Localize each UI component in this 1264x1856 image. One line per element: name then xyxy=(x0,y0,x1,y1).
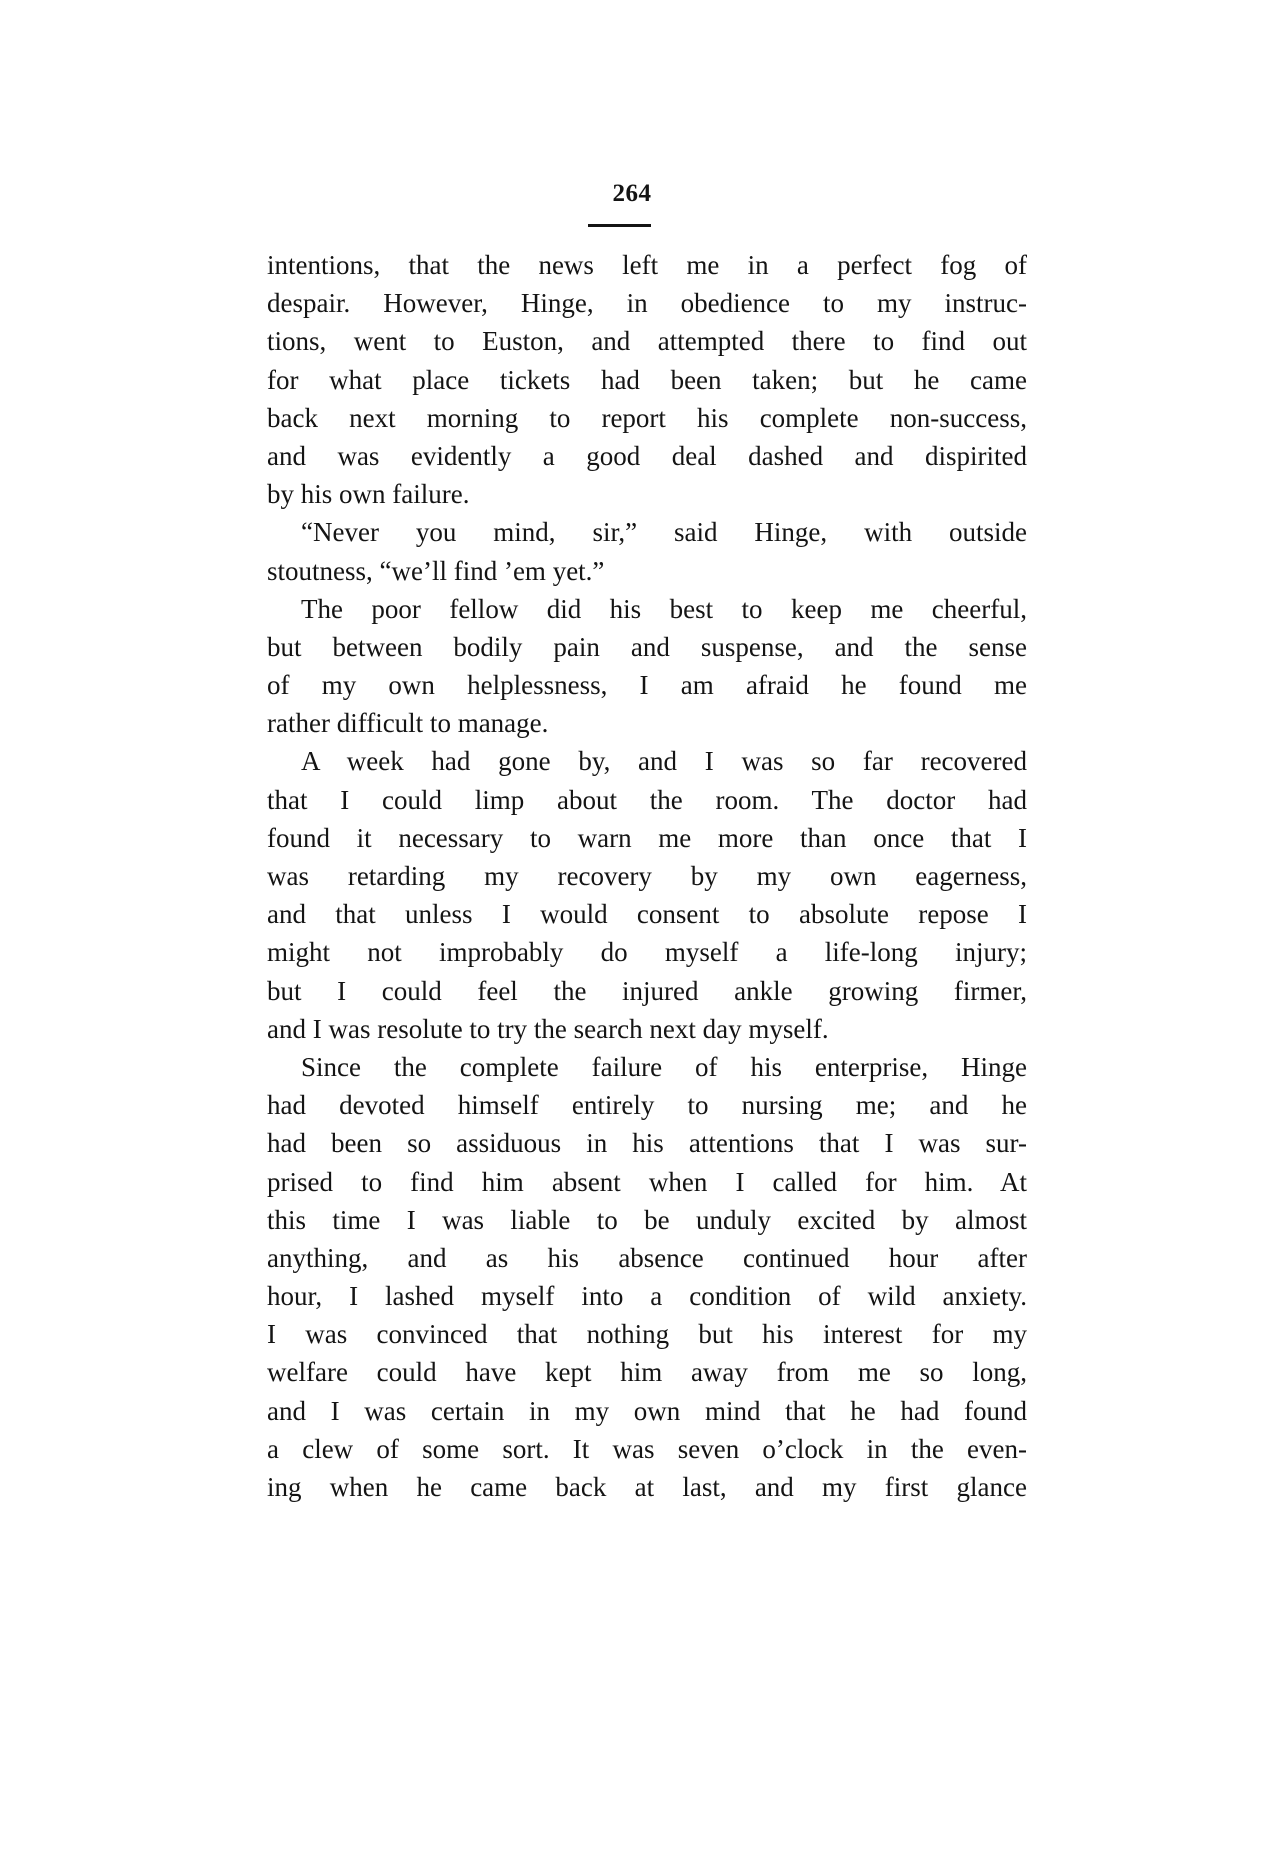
text-line: welfare could have kept him away from me so long, xyxy=(267,1357,1027,1388)
text-line: by his own failure. xyxy=(267,479,470,510)
text-line: stoutness, “we’ll find ’em yet.” xyxy=(267,555,605,586)
text-line: ing when he came back at last, and my first glance xyxy=(267,1472,1027,1502)
text-line: hour, I lashed myself into a condition of wild anxiety. xyxy=(267,1281,1027,1312)
text-line: of my own helplessness, I am afraid he found me xyxy=(267,670,1027,701)
text-line: and that unless I would consent to absolute repose I xyxy=(267,899,1027,930)
text-line: had devoted himself entirely to nursing me; and he xyxy=(267,1090,1027,1121)
text-line: found it necessary to warn me more than once that I xyxy=(267,822,1027,853)
text-line: and I was certain in my own mind that he had found xyxy=(267,1395,1027,1426)
body-text xyxy=(267,246,1027,1506)
text-line: was retarding my recovery by my own eagerness, xyxy=(267,861,1027,891)
text-line: anything, and as his absence continued hour after xyxy=(267,1242,1027,1273)
text-line: might not improbably do myself a life-long injury; xyxy=(267,937,1027,968)
text-line: for what place tickets had been taken; but he came xyxy=(267,364,1027,395)
text-line: “Never you mind, sir,” said Hinge, with outside xyxy=(301,517,1027,548)
page-number: 264 xyxy=(612,180,652,207)
text-line: and was evidently a good deal dashed and dispirited xyxy=(267,440,1027,471)
text-line: intentions, that the news left me in a perfect fog of xyxy=(267,250,1027,280)
text-line: A week had gone by, and I was so far recovered xyxy=(301,746,1027,777)
page-number-rule xyxy=(588,224,651,227)
text-line: and I was resolute to try the search next day myself. xyxy=(267,1013,829,1044)
text-line: despair. However, Hinge, in obedience to my instruc- xyxy=(267,288,1027,319)
text-line: had been so assiduous in his attentions that I was sur- xyxy=(267,1128,1027,1159)
text-line: back next morning to report his complete non-success, xyxy=(267,402,1027,433)
text-line: Since the complete failure of his enterprise, Hinge xyxy=(301,1051,1027,1082)
text-line: but I could feel the injured ankle growing firmer, xyxy=(267,975,1027,1006)
text-line: a clew of some sort. It was seven o’clock in the even- xyxy=(267,1433,1027,1464)
text-line: The poor fellow did his best to keep me cheerful, xyxy=(301,593,1027,624)
text-line: I was convinced that nothing but his interest for my xyxy=(267,1319,1027,1350)
text-line: rather difficult to manage. xyxy=(267,708,549,739)
text-line: prised to find him absent when I called for him. At xyxy=(267,1166,1027,1197)
text-line: but between bodily pain and suspense, and the sense xyxy=(267,631,1027,662)
text-line: that I could limp about the room. The doctor had xyxy=(267,784,1027,815)
text-line: tions, went to Euston, and attempted there to find out xyxy=(267,326,1027,357)
text-line: this time I was liable to be unduly excited by almost xyxy=(267,1204,1027,1235)
